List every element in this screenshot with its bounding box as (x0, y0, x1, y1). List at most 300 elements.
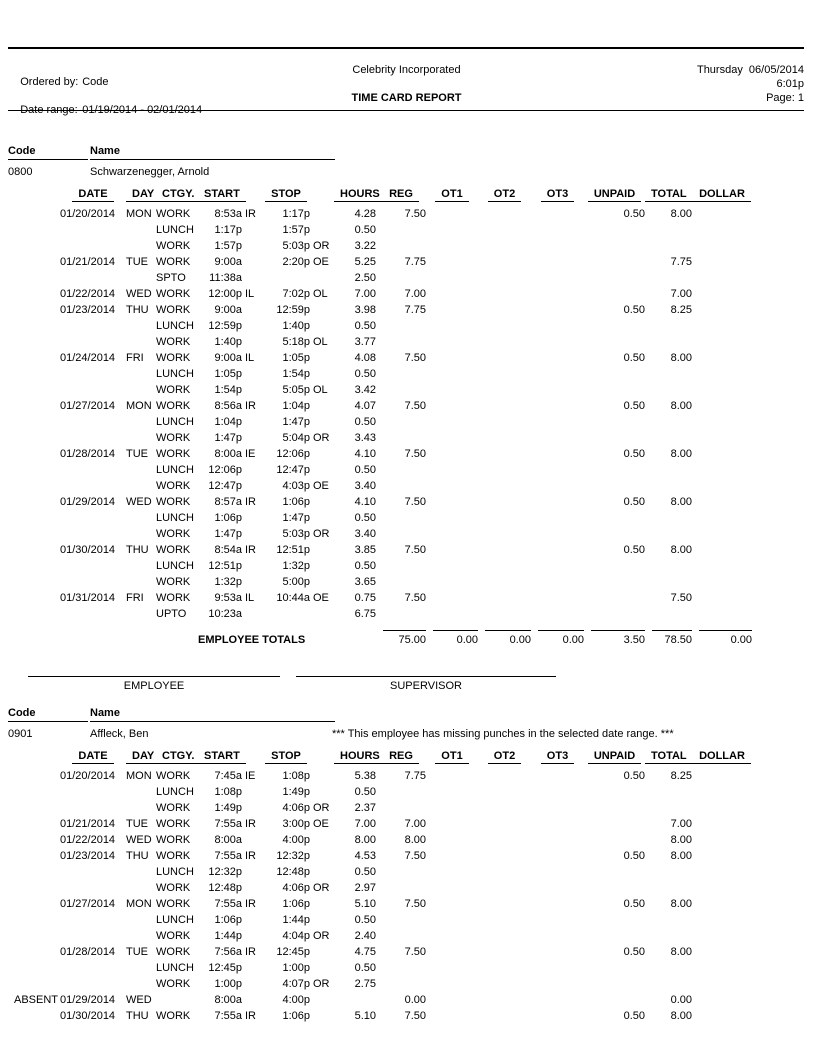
cell-dollar (692, 590, 752, 606)
cell-ot3 (531, 912, 584, 928)
table-row (0, 542, 813, 558)
cell-dollar (692, 222, 752, 238)
cell-unpaid: 0.50 (623, 850, 645, 862)
cell-ctgy: WORK (156, 336, 191, 348)
cell-dollar (692, 334, 752, 350)
cell-reg: 7.00 (404, 818, 426, 830)
cell-absent (10, 206, 60, 222)
cell-start_flag (242, 318, 262, 334)
signature-block (0, 676, 813, 692)
column-header-row (0, 750, 813, 766)
cell-stop: 5:18p (282, 336, 310, 348)
cell-day: WED (126, 288, 152, 300)
cell-start_flag: IR (245, 208, 256, 220)
cell-ot3 (531, 976, 584, 992)
cell-absent (10, 238, 60, 254)
table-row (0, 896, 813, 912)
cell-hours: 3.40 (354, 528, 376, 540)
cell-hours: 0.50 (354, 416, 376, 428)
cell-total (645, 928, 692, 944)
cell-hours: 3.42 (354, 384, 376, 396)
cell-day: MON (126, 400, 152, 412)
cell-ctgy: WORK (156, 770, 191, 782)
cell-start_flag (242, 414, 262, 430)
cell-ot2 (478, 912, 531, 928)
employee-totals-label: EMPLOYEE TOTALS (198, 634, 306, 646)
cell-ot2 (478, 222, 531, 238)
cell-ot2 (478, 768, 531, 784)
cell-day (126, 462, 156, 478)
cell-unpaid (584, 816, 645, 832)
ordered-by-label: Ordered by: (20, 76, 79, 88)
cell-stop_flag: OR (313, 528, 330, 540)
cell-hours: 5.38 (354, 770, 376, 782)
cell-reg (376, 238, 426, 254)
cell-ctgy: WORK (156, 818, 191, 830)
cell-ot2 (478, 302, 531, 318)
cell-day (126, 238, 156, 254)
cell-unpaid (584, 286, 645, 302)
cell-stop: 4:04p (282, 930, 310, 942)
cell-day (126, 366, 156, 382)
cell-ctgy (156, 992, 198, 1008)
cell-day (126, 960, 156, 976)
cell-unpaid (584, 992, 645, 1008)
cell-ot1 (426, 334, 478, 350)
cell-start_flag: IR (245, 496, 256, 508)
cell-hours: 4.10 (354, 448, 376, 460)
cell-stop_flag (310, 398, 334, 414)
table-row (0, 238, 813, 254)
cell-stop: 1:08p (282, 770, 310, 782)
cell-total: 7.00 (670, 818, 692, 830)
cell-stop_flag (310, 414, 334, 430)
cell-stop: 12:47p (276, 464, 310, 476)
cell-date (60, 928, 126, 944)
cell-reg (376, 864, 426, 880)
col-ctgy: CTGY. (156, 750, 198, 766)
cell-total: 8.00 (670, 898, 692, 910)
table-row (0, 880, 813, 896)
cell-stop: 1:05p (282, 352, 310, 364)
cell-hours: 2.75 (354, 978, 376, 990)
cell-hours: 2.97 (354, 882, 376, 894)
cell-ot3 (531, 800, 584, 816)
cell-unpaid: 0.50 (623, 898, 645, 910)
employee-code: 0901 (8, 728, 33, 740)
table-row (0, 960, 813, 976)
employee-section-1 (0, 145, 813, 692)
cell-dollar (692, 318, 752, 334)
cell-hours: 0.50 (354, 560, 376, 572)
cell-date (60, 574, 126, 590)
cell-start: 8:00a (214, 834, 242, 846)
cell-total (645, 414, 692, 430)
cell-unpaid (584, 270, 645, 286)
cell-ot3 (531, 606, 584, 622)
cell-ot1 (426, 784, 478, 800)
cell-total (645, 510, 692, 526)
cell-ctgy: LUNCH (156, 560, 194, 572)
cell-dollar (692, 286, 752, 302)
cell-ot3 (531, 238, 584, 254)
col-date: DATE (60, 750, 126, 766)
cell-start_flag: IR (245, 544, 256, 556)
cell-ctgy: LUNCH (156, 962, 194, 974)
table-row (0, 768, 813, 784)
col-stop: STOP (262, 188, 310, 204)
employee-section-2 (0, 707, 813, 1024)
cell-reg (376, 334, 426, 350)
cell-stop: 1:06p (282, 1010, 310, 1022)
cell-stop_flag (310, 462, 334, 478)
cell-absent (10, 944, 60, 960)
cell-start: 8:57a (214, 496, 242, 508)
cell-total: 8.00 (670, 208, 692, 220)
cell-ot1 (426, 302, 478, 318)
cell-ot3 (531, 286, 584, 302)
cell-hours: 0.50 (354, 786, 376, 798)
cell-reg: 7.50 (404, 946, 426, 958)
cell-start: 1:57p (214, 240, 242, 252)
cell-day (126, 574, 156, 590)
cell-stop: 1:04p (282, 400, 310, 412)
cell-day (126, 414, 156, 430)
cell-date: 01/23/2014 (60, 304, 116, 316)
cell-absent (10, 558, 60, 574)
cell-start_flag (242, 960, 262, 976)
cell-reg (376, 366, 426, 382)
cell-dollar (692, 526, 752, 542)
cell-hours: 5.10 (354, 1010, 376, 1022)
cell-ctgy: LUNCH (156, 914, 194, 926)
cell-start_flag (242, 526, 262, 542)
table-row (0, 318, 813, 334)
cell-stop_flag (310, 510, 334, 526)
cell-ot3 (531, 350, 584, 366)
cell-stop: 5:04p (282, 432, 310, 444)
cell-unpaid (584, 960, 645, 976)
cell-start: 1:47p (214, 432, 242, 444)
cell-absent (10, 880, 60, 896)
cell-ctgy: WORK (156, 432, 191, 444)
cell-date (60, 478, 126, 494)
table-row (0, 574, 813, 590)
cell-total: 0.00 (670, 994, 692, 1006)
cell-hours: 0.50 (354, 914, 376, 926)
cell-start: 8:53a (214, 208, 242, 220)
cell-total: 7.75 (670, 256, 692, 268)
cell-stop: 1:47p (282, 512, 310, 524)
cell-date (60, 414, 126, 430)
cell-stop: 1:44p (282, 914, 310, 926)
cell-start_flag (242, 366, 262, 382)
cell-stop_flag (310, 574, 334, 590)
cell-ot3 (531, 944, 584, 960)
cell-ot1 (426, 864, 478, 880)
cell-unpaid (584, 574, 645, 590)
cell-ot2 (478, 206, 531, 222)
cell-ot2 (478, 526, 531, 542)
cell-start_flag (242, 606, 262, 622)
cell-absent (10, 526, 60, 542)
cell-date: 01/24/2014 (60, 352, 116, 364)
cell-ctgy: WORK (156, 978, 191, 990)
cell-ctgy: LUNCH (156, 786, 194, 798)
cell-absent (10, 430, 60, 446)
cell-absent (10, 1008, 60, 1024)
cell-start_flag: IR (245, 818, 256, 830)
table-row (0, 816, 813, 832)
col-reg: REG (376, 750, 426, 766)
cell-day (126, 928, 156, 944)
cell-start: 8:56a (214, 400, 242, 412)
cell-start: 7:45a (214, 770, 242, 782)
cell-absent (10, 976, 60, 992)
cell-ot2 (478, 832, 531, 848)
time-card-rows (0, 768, 813, 1024)
table-row (0, 270, 813, 286)
cell-start_flag (242, 238, 262, 254)
table-row (0, 366, 813, 382)
cell-ot1 (426, 992, 478, 1008)
cell-stop: 10:44a (276, 592, 310, 604)
cell-reg: 7.50 (404, 1010, 426, 1022)
cell-total (645, 222, 692, 238)
cell-stop: 12:48p (276, 866, 310, 878)
cell-day (126, 222, 156, 238)
cell-absent (10, 768, 60, 784)
cell-ot3 (531, 832, 584, 848)
employee-code: 0800 (8, 166, 33, 178)
cell-ot3 (531, 302, 584, 318)
cell-stop_flag (310, 206, 334, 222)
cell-stop_flag (310, 992, 334, 1008)
col-total: TOTAL (645, 750, 692, 766)
cell-hours: 6.75 (354, 608, 376, 620)
cell-ot3 (531, 784, 584, 800)
cell-absent (10, 864, 60, 880)
cell-start: 1:47p (214, 528, 242, 540)
cell-stop: 5:03p (282, 528, 310, 540)
cell-hours (334, 992, 376, 1008)
cell-stop: 12:45p (276, 946, 310, 958)
cell-ot3 (531, 992, 584, 1008)
cell-unpaid (584, 880, 645, 896)
cell-hours: 3.22 (354, 240, 376, 252)
cell-ot2 (478, 590, 531, 606)
col-day: DAY (126, 188, 156, 204)
cell-stop_flag (310, 302, 334, 318)
cell-absent (10, 478, 60, 494)
cell-dollar (692, 558, 752, 574)
cell-stop_flag: OE (313, 818, 329, 830)
cell-ot2 (478, 800, 531, 816)
cell-ctgy: WORK (156, 400, 191, 412)
cell-stop_flag (310, 896, 334, 912)
cell-reg (376, 318, 426, 334)
employee-signature-label: EMPLOYEE (123, 680, 185, 692)
cell-ot3 (531, 1008, 584, 1024)
cell-stop_flag: OR (313, 432, 330, 444)
cell-ot3 (531, 366, 584, 382)
col-unpaid: UNPAID (584, 750, 645, 766)
report-time: 6:01p (776, 78, 804, 90)
cell-day (126, 880, 156, 896)
cell-absent (10, 832, 60, 848)
cell-ctgy: WORK (156, 802, 191, 814)
cell-stop_flag (310, 960, 334, 976)
cell-total: 8.25 (670, 770, 692, 782)
cell-total (645, 558, 692, 574)
cell-hours: 0.75 (354, 592, 376, 604)
cell-ot3 (531, 928, 584, 944)
cell-unpaid (584, 254, 645, 270)
cell-ot1 (426, 238, 478, 254)
cell-ot3 (531, 478, 584, 494)
cell-unpaid (584, 526, 645, 542)
cell-ot3 (531, 526, 584, 542)
cell-hours: 5.10 (354, 898, 376, 910)
cell-start_flag (242, 976, 262, 992)
cell-start: 7:55a (214, 818, 242, 830)
cell-reg (376, 270, 426, 286)
cell-stop_flag (310, 848, 334, 864)
cell-start_flag (242, 510, 262, 526)
cell-ot1 (426, 1008, 478, 1024)
cell-day (126, 430, 156, 446)
cell-ot2 (478, 864, 531, 880)
cell-ctgy: WORK (156, 304, 191, 316)
cell-ot1 (426, 526, 478, 542)
cell-unpaid: 0.50 (623, 448, 645, 460)
report-date: Thursday 06/05/2014 (696, 64, 804, 76)
cell-start: 1:17p (214, 224, 242, 236)
cell-start_flag (242, 462, 262, 478)
cell-absent (10, 366, 60, 382)
cell-total (645, 478, 692, 494)
cell-reg: 7.00 (404, 288, 426, 300)
cell-absent (10, 382, 60, 398)
cell-ot1 (426, 606, 478, 622)
cell-unpaid: 0.50 (623, 770, 645, 782)
totals-dollar: 0.00 (692, 624, 752, 646)
cell-start: 1:04p (214, 416, 242, 428)
cell-start: 10:23a (208, 608, 242, 620)
cell-reg (376, 558, 426, 574)
cell-hours: 0.50 (354, 464, 376, 476)
cell-ctgy: WORK (156, 544, 191, 556)
cell-reg (376, 784, 426, 800)
totals-reg: 75.00 (376, 624, 426, 646)
cell-date: 01/22/2014 (60, 834, 116, 846)
col-reg: REG (376, 188, 426, 204)
cell-dollar (692, 606, 752, 622)
col-ot1: OT1 (426, 750, 478, 766)
cell-hours: 0.50 (354, 962, 376, 974)
cell-stop_flag (310, 558, 334, 574)
cell-date (60, 334, 126, 350)
cell-ot2 (478, 992, 531, 1008)
cell-stop: 1:06p (282, 496, 310, 508)
cell-date: 01/28/2014 (60, 448, 116, 460)
cell-stop: 4:06p (282, 882, 310, 894)
cell-reg (376, 462, 426, 478)
cell-start: 7:56a (214, 946, 242, 958)
cell-reg: 7.50 (404, 496, 426, 508)
cell-ot3 (531, 334, 584, 350)
cell-ot1 (426, 590, 478, 606)
cell-start_flag (242, 928, 262, 944)
cell-ot1 (426, 430, 478, 446)
cell-dollar (692, 206, 752, 222)
cell-ot1 (426, 270, 478, 286)
cell-stop_flag (310, 912, 334, 928)
cell-reg (376, 478, 426, 494)
cell-stop_flag (310, 832, 334, 848)
table-row (0, 864, 813, 880)
cell-stop_flag (310, 606, 334, 622)
cell-ot1 (426, 542, 478, 558)
table-row (0, 446, 813, 462)
cell-ctgy: WORK (156, 288, 191, 300)
cell-stop_flag: OR (313, 930, 330, 942)
cell-unpaid (584, 784, 645, 800)
cell-absent (10, 494, 60, 510)
cell-start_flag (242, 912, 262, 928)
cell-absent (10, 222, 60, 238)
cell-hours: 2.40 (354, 930, 376, 942)
table-row (0, 848, 813, 864)
cell-dollar (692, 270, 752, 286)
cell-day (126, 976, 156, 992)
cell-ot1 (426, 976, 478, 992)
cell-stop_flag (310, 1008, 334, 1024)
cell-ctgy: WORK (156, 256, 191, 268)
cell-stop_flag: OR (313, 882, 330, 894)
cell-date (60, 318, 126, 334)
cell-stop: 12:06p (276, 448, 310, 460)
cell-stop: 5:00p (282, 576, 310, 588)
cell-start: 12:06p (208, 464, 242, 476)
cell-stop: 1:00p (282, 962, 310, 974)
cell-unpaid: 0.50 (623, 352, 645, 364)
cell-stop: 4:00p (282, 834, 310, 846)
cell-dollar (692, 478, 752, 494)
cell-absent (10, 318, 60, 334)
code-name-header (0, 707, 813, 723)
cell-date (60, 976, 126, 992)
cell-dollar (692, 302, 752, 318)
cell-ctgy: WORK (156, 882, 191, 894)
cell-ot1 (426, 880, 478, 896)
cell-start: 1:54p (214, 384, 242, 396)
cell-ot3 (531, 880, 584, 896)
cell-date (60, 462, 126, 478)
cell-ctgy: WORK (156, 850, 191, 862)
cell-start: 1:49p (214, 802, 242, 814)
cell-hours: 8.00 (354, 834, 376, 846)
cell-unpaid (584, 430, 645, 446)
cell-date: 01/21/2014 (60, 818, 116, 830)
cell-absent (10, 302, 60, 318)
cell-start: 8:00a (214, 994, 242, 1006)
cell-ot3 (531, 254, 584, 270)
cell-ctgy: LUNCH (156, 416, 194, 428)
cell-total: 7.50 (670, 592, 692, 604)
report-title: TIME CARD REPORT (351, 92, 462, 104)
cell-absent (10, 462, 60, 478)
